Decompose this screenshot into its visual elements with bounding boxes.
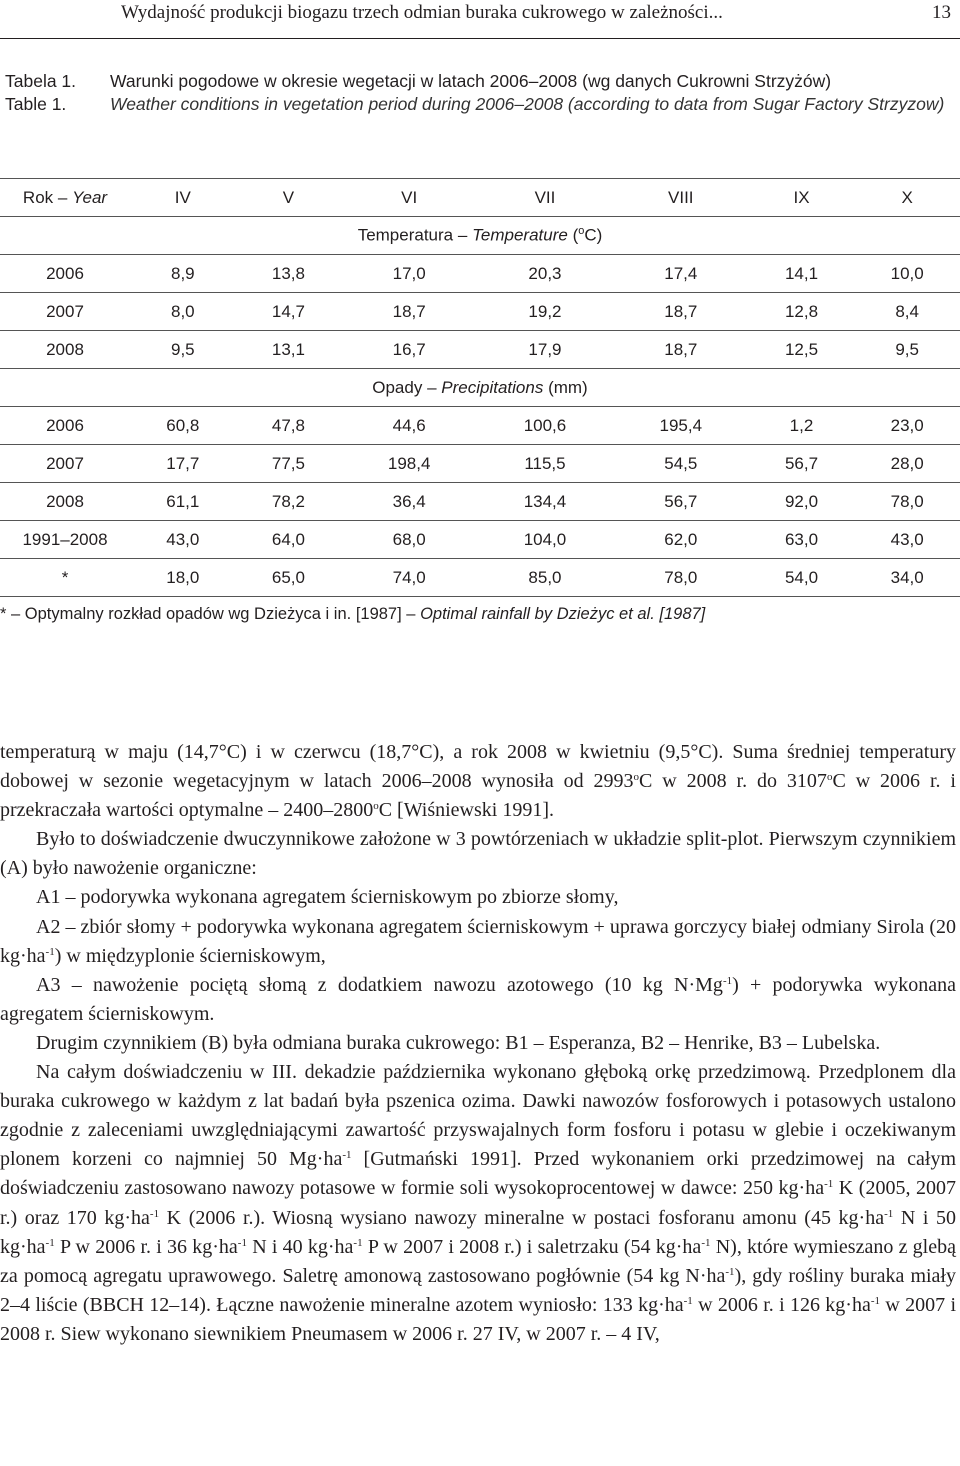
- temperature-rows: [0, 255, 960, 369]
- year-header-en: Year: [72, 187, 108, 207]
- sup: -1: [722, 974, 733, 987]
- temperature-cell: 13,1: [236, 331, 342, 369]
- precipitation-cell: 54,5: [613, 445, 749, 483]
- temperature-cell: 14,7: [236, 293, 342, 331]
- weather-table: [0, 178, 960, 597]
- precipitation-cell: 36,4: [341, 483, 477, 521]
- sup: -1: [884, 1207, 894, 1220]
- table-row: [0, 255, 960, 293]
- temperature-cell: 8,4: [854, 293, 960, 331]
- dash: –: [427, 377, 437, 397]
- prec-label-en: Precipitations: [441, 377, 544, 397]
- precipitation-cell: 74,0: [341, 559, 477, 597]
- text: A3 – nawożenie pociętą słomą z dodatkiem nawozu azotowego (10 kg N·Mg: [36, 973, 723, 996]
- sup: -1: [353, 1236, 363, 1249]
- page-number: 13: [932, 2, 951, 23]
- table-footnote: [0, 605, 705, 624]
- degree-sup: o: [578, 225, 585, 238]
- month-header: VI: [341, 179, 477, 217]
- dash: –: [457, 225, 468, 245]
- footnote-pl: * – Optymalny rozkład opadów wg Dzieżyca i in. [1987] –: [0, 605, 416, 623]
- precipitation-cell: 47,8: [236, 407, 342, 445]
- text: P w 2006 r. i 36 kg·ha: [54, 1235, 238, 1258]
- text: K (2006 r.). Wiosną wysiano nawozy mineralne w postaci fosforanu amonu (45 kg·ha: [159, 1206, 885, 1229]
- paragraph: [0, 1058, 956, 1349]
- paragraph: [0, 738, 956, 825]
- text: N), które wymieszano z glebą za pomocą agregatu uprawowego. Saletrę amonową zastosowano pogłównie (54 kg N·ha: [0, 1235, 956, 1287]
- temperature-section-row: [0, 217, 960, 255]
- text: temperaturą w maju (14,7°C) i w czerwcu (18,7°C), a rok 2008 w kwietniu (9,5°C). Suma średniej temperatury dobowej w sezonie wegetacyjnym w latach 2006–2008 wynosiła od 2993: [0, 741, 956, 793]
- text: C w 2006 r. i przekraczała wartości optymalne – 2400–2800: [0, 770, 956, 822]
- sup: -1: [725, 1265, 735, 1278]
- precipitation-cell: 78,0: [613, 559, 749, 597]
- body-text: [0, 738, 956, 1349]
- temperature-cell: 9,5: [130, 331, 236, 369]
- precipitation-cell: 43,0: [854, 521, 960, 559]
- precip-section-label: [0, 369, 960, 407]
- caption-pl: [5, 70, 960, 93]
- precip-section-row: [0, 369, 960, 407]
- unit-open: (: [572, 225, 579, 245]
- precipitation-cell: 44,6: [341, 407, 477, 445]
- month-header: IV: [130, 179, 236, 217]
- prec-label-pl: Opady: [372, 377, 423, 397]
- precipitation-cell: 60,8: [130, 407, 236, 445]
- precipitation-cell: 34,0: [854, 559, 960, 597]
- paragraph: Drugim czynnikiem (B) była odmiana buraka cukrowego: B1 – Esperanza, B2 – Henrike, B3 – Lubelska.: [36, 1031, 881, 1054]
- running-title: Wydajność produkcji biogazu trzech odmian buraka cukrowego w zależności...: [121, 2, 723, 23]
- temperature-cell: 18,7: [613, 331, 749, 369]
- precipitation-cell: 77,5: [236, 445, 342, 483]
- caption-en-label: Table 1.: [5, 94, 67, 114]
- precipitation-cell: 134,4: [477, 483, 613, 521]
- precipitation-cell: 104,0: [477, 521, 613, 559]
- sup: -1: [342, 1149, 352, 1162]
- caption-en: [5, 93, 960, 116]
- text: ), gdy rośliny buraka miały 2–4 liście (BBCH 12–14). Łączne nawożenie mineralne azotem wyniosło: 133 kg·ha: [0, 1264, 956, 1316]
- text: A2 – zbiór słomy + podorywka wykonana agregatem ścierniskowym + uprawa gorczycy białej odmiany Sirola (20 kg·ha: [0, 915, 956, 967]
- precipitation-cell: 62,0: [613, 521, 749, 559]
- temperature-cell: 13,8: [236, 255, 342, 293]
- month-header: VIII: [613, 179, 749, 217]
- sup: -1: [824, 1178, 834, 1191]
- temperature-cell: 10,0: [854, 255, 960, 293]
- precip-rows: [0, 407, 960, 597]
- prec-unit: (mm): [548, 377, 588, 397]
- precipitation-cell: 78,2: [236, 483, 342, 521]
- precipitation-cell: 43,0: [130, 521, 236, 559]
- sup: -1: [870, 1294, 881, 1307]
- month-header: V: [236, 179, 342, 217]
- text: K (2005, 2007 r.) oraz 170 kg·ha: [0, 1177, 956, 1229]
- sup: o: [373, 800, 379, 813]
- temperature-cell: 12,8: [749, 293, 855, 331]
- sup: -1: [701, 1236, 711, 1249]
- sup: -1: [149, 1207, 160, 1220]
- precipitation-cell: 64,0: [236, 521, 342, 559]
- precipitation-cell: 61,1: [130, 483, 236, 521]
- text: Na całym doświadczeniu w III. dekadzie października wykonano głęboką orkę przedzimową. Przedplonem dla buraka cukrowego w każdym z lat badań była pszenica ozima. Dawki nawozów fosforowych i potasowych ustalono zgodnie z zaleceniami uwzględniającymi zawartość przyswajalnych form fosforu i potasu w glebie i oczekiwanym plonem korzeni co najmniej 50 Mg·ha: [0, 1061, 956, 1171]
- table-row: [0, 331, 960, 369]
- temperature-cell: 16,7: [341, 331, 477, 369]
- month-header: VII: [477, 179, 613, 217]
- month-header: X: [854, 179, 960, 217]
- year-header-pl: Rok: [22, 187, 54, 207]
- sup: -1: [45, 945, 55, 958]
- paragraph: Było to doświadczenie dwuczynnikowe założone w 3 powtórzeniach w układzie split-plot. Pierwszym czynnikiem (A) było nawożenie organiczne:: [0, 828, 956, 880]
- temperature-cell: 14,1: [749, 255, 855, 293]
- temp-label-en: Temperature: [472, 225, 568, 245]
- row-label: 2006: [0, 255, 130, 293]
- precipitation-cell: 68,0: [341, 521, 477, 559]
- row-label: 2008: [0, 331, 130, 369]
- temperature-cell: 19,2: [477, 293, 613, 331]
- row-label: 2007: [0, 445, 130, 483]
- temperature-cell: 18,7: [613, 293, 749, 331]
- running-header: [0, 0, 960, 28]
- precipitation-cell: 85,0: [477, 559, 613, 597]
- table-row: [0, 407, 960, 445]
- precipitation-cell: 78,0: [854, 483, 960, 521]
- temperature-cell: 20,3: [477, 255, 613, 293]
- sup: -1: [683, 1294, 693, 1307]
- temperature-cell: 17,4: [613, 255, 749, 293]
- precipitation-cell: 1,2: [749, 407, 855, 445]
- precipitation-cell: 198,4: [341, 445, 477, 483]
- sup: o: [633, 771, 640, 784]
- header-row: [0, 179, 960, 217]
- row-label: 1991–2008: [0, 521, 130, 559]
- temperature-cell: 17,9: [477, 331, 613, 369]
- precipitation-cell: 56,7: [749, 445, 855, 483]
- text: P w 2007 i 2008 r.) i saletrzaku (54 kg·ha: [362, 1235, 702, 1258]
- text: N i 40 kg·ha: [246, 1235, 354, 1258]
- precipitation-cell: 195,4: [613, 407, 749, 445]
- precipitation-cell: 54,0: [749, 559, 855, 597]
- precipitation-cell: 65,0: [236, 559, 342, 597]
- year-header: [0, 179, 130, 217]
- paragraph: A1 – podorywka wykonana agregatem ścierniskowym po zbiorze słomy,: [36, 886, 619, 909]
- text: [Gutmański 1991]. Przed wykonaniem orki przedzimowej na całym doświadczeniu zastosowano nawozy potasowe w formie soli wysokoprocentowej w dawce: 250 kg·ha: [0, 1148, 957, 1200]
- table-row: [0, 293, 960, 331]
- temperature-cell: 9,5: [854, 331, 960, 369]
- dash: –: [57, 187, 68, 207]
- caption-pl-text: Warunki pogodowe w okresie wegetacji w latach 2006–2008 (wg danych Cukrowni Strzyżów): [110, 71, 832, 91]
- table-row: [0, 559, 960, 597]
- text: N i 50 kg·ha: [0, 1206, 957, 1258]
- row-label: 2006: [0, 407, 130, 445]
- text: C [Wiśniewski 1991].: [378, 799, 554, 822]
- paragraph: [0, 971, 956, 1029]
- temperature-cell: 18,7: [341, 293, 477, 331]
- precipitation-cell: 63,0: [749, 521, 855, 559]
- temperature-section-label: [0, 217, 960, 255]
- month-header: IX: [749, 179, 855, 217]
- temperature-cell: 17,0: [341, 255, 477, 293]
- temperature-cell: 8,9: [130, 255, 236, 293]
- precipitation-cell: 92,0: [749, 483, 855, 521]
- sup: o: [826, 771, 833, 784]
- text: w 2007 i 2008 r. Siew wykonano siewnikiem Pneumasem w 2006 r. 27 IV, w 2007 r. – 4 IV,: [0, 1293, 957, 1345]
- table-row: [0, 483, 960, 521]
- row-label: *: [0, 559, 130, 597]
- unit-close: C): [584, 225, 603, 245]
- precipitation-cell: 28,0: [854, 445, 960, 483]
- caption-pl-label: Tabela 1.: [5, 71, 77, 91]
- precipitation-cell: 18,0: [130, 559, 236, 597]
- caption-en-text: Weather conditions in vegetation period during 2006–2008 (according to data from Sugar Factory Strzyzow): [110, 94, 945, 114]
- table-row: [0, 521, 960, 559]
- sup: -1: [45, 1236, 55, 1249]
- temperature-cell: 12,5: [749, 331, 855, 369]
- row-label: 2008: [0, 483, 130, 521]
- table-caption: [5, 70, 960, 116]
- header-rule: [0, 38, 960, 39]
- text: ) w międzyplonie ścierniskowym,: [54, 944, 326, 967]
- precipitation-cell: 115,5: [477, 445, 613, 483]
- precipitation-cell: 56,7: [613, 483, 749, 521]
- text: C w 2008 r. do 3107: [639, 770, 827, 793]
- text: w 2006 r. i 126 kg·ha: [692, 1293, 871, 1316]
- footnote-en: Optimal rainfall by Dzieżyc et al. [1987]: [420, 605, 706, 623]
- row-label: 2007: [0, 293, 130, 331]
- table-row: [0, 445, 960, 483]
- precipitation-cell: 100,6: [477, 407, 613, 445]
- paragraph: [0, 913, 956, 971]
- text: ) + podorywka wykonana agregatem ścierniskowym.: [0, 973, 956, 1025]
- temp-label-pl: Temperatura: [357, 225, 454, 245]
- precipitation-cell: 23,0: [854, 407, 960, 445]
- sup: -1: [237, 1236, 247, 1249]
- precipitation-cell: 17,7: [130, 445, 236, 483]
- temperature-cell: 8,0: [130, 293, 236, 331]
